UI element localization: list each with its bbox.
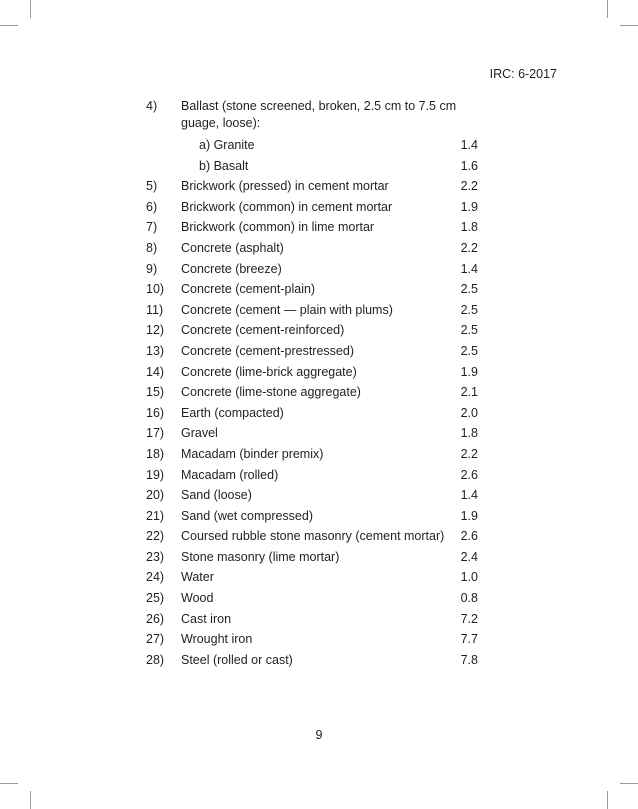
table-row — [146, 526, 478, 547]
material-name: b) Basalt — [199, 158, 249, 173]
row-number: 20) — [146, 488, 165, 503]
row-number: 14) — [146, 364, 165, 379]
unit-weight-value: 1.9 — [460, 508, 478, 523]
table-row — [146, 567, 478, 588]
unit-weight-value: 7.8 — [460, 652, 478, 667]
unit-weight-value: 2.5 — [460, 323, 478, 338]
table-rows — [146, 176, 478, 670]
material-name: Brickwork (pressed) in cement mortar — [181, 179, 389, 194]
crop-mark-top-left-h — [0, 25, 18, 26]
table-row — [146, 588, 478, 609]
row-number: 15) — [146, 385, 165, 400]
unit-weight-value: 2.0 — [460, 405, 478, 420]
crop-mark-top-right — [607, 0, 608, 18]
table-row — [146, 403, 478, 424]
unit-weight-value: 2.5 — [460, 302, 478, 317]
row-number: 27) — [146, 632, 165, 647]
document-code: IRC: 6-2017 — [489, 67, 557, 81]
row-number: 8) — [146, 240, 158, 255]
material-name: Stone masonry (lime mortar) — [181, 549, 340, 564]
table-row — [146, 547, 478, 568]
unit-weight-value: 2.6 — [460, 467, 478, 482]
unit-weight-value: 1.4 — [460, 138, 478, 152]
material-name: Concrete (cement-prestressed) — [181, 343, 354, 358]
table-row — [146, 176, 478, 197]
page-number: 9 — [315, 728, 323, 742]
material-name: Concrete (cement-plain) — [181, 282, 316, 297]
material-name: Wrought iron — [181, 632, 253, 647]
table-row — [146, 300, 478, 321]
unit-weight-value: 2.6 — [460, 529, 478, 544]
table-row — [146, 423, 478, 444]
table-row — [146, 197, 478, 218]
row-number: 24) — [146, 570, 165, 585]
unit-weight-value: 1.8 — [460, 220, 478, 235]
table-row — [146, 609, 478, 630]
unit-weight-value: 1.9 — [460, 364, 478, 379]
table-row — [146, 217, 478, 238]
row-number: 19) — [146, 467, 165, 482]
table-row — [146, 382, 478, 403]
table-row — [146, 629, 478, 650]
row-number: 17) — [146, 426, 165, 441]
row-number: 4) — [146, 99, 158, 113]
table-row — [146, 259, 478, 280]
material-name: Cast iron — [181, 611, 232, 626]
unit-weight-value: 2.5 — [460, 282, 478, 297]
unit-weight-value: 0.8 — [460, 591, 478, 606]
unit-weight-value: 1.8 — [460, 426, 478, 441]
unit-weight-value: 7.7 — [460, 632, 478, 647]
unit-weight-value: 2.4 — [460, 549, 478, 564]
table-row — [146, 650, 478, 671]
material-name: Concrete (breeze) — [181, 261, 282, 276]
row-number: 7) — [146, 220, 158, 235]
material-name: Sand (wet compressed) — [181, 508, 314, 523]
material-name: Brickwork (common) in lime mortar — [181, 220, 375, 235]
unit-weight-value: 2.5 — [460, 343, 478, 358]
table-row — [146, 279, 478, 300]
table-row — [146, 465, 478, 486]
unit-weight-value: 2.2 — [460, 240, 478, 255]
unit-weight-value: 2.2 — [460, 446, 478, 461]
crop-mark-bottom-left-h — [0, 783, 18, 784]
row-number: 28) — [146, 652, 165, 667]
material-name: a) Granite — [199, 138, 255, 152]
material-name: Earth (compacted) — [181, 405, 284, 420]
table-row — [146, 320, 478, 341]
row-number: 13) — [146, 343, 165, 358]
material-name: Steel (rolled or cast) — [181, 652, 293, 667]
table-row — [146, 156, 478, 177]
material-name: Wood — [181, 591, 214, 606]
unit-weight-value: 1.6 — [460, 158, 478, 173]
row-number: 23) — [146, 549, 165, 564]
crop-mark-bottom-left — [30, 791, 31, 809]
table-row — [146, 98, 478, 135]
unit-weight-table — [146, 98, 478, 670]
row-number: 6) — [146, 199, 158, 214]
material-name: Concrete (lime-brick aggregate) — [181, 364, 357, 379]
material-name: Water — [181, 570, 214, 585]
unit-weight-value: 1.4 — [460, 488, 478, 503]
crop-mark-top-left — [30, 0, 31, 18]
row-number: 5) — [146, 179, 158, 194]
crop-mark-bottom-right — [607, 791, 608, 809]
unit-weight-value: 1.4 — [460, 261, 478, 276]
row-number: 25) — [146, 591, 165, 606]
row-number: 26) — [146, 611, 165, 626]
material-name: Concrete (lime-stone aggregate) — [181, 385, 361, 400]
row-number: 10) — [146, 282, 165, 297]
table-row — [146, 506, 478, 527]
material-name: Concrete (cement — plain with plums) — [181, 302, 393, 317]
material-name: Macadam (binder premix) — [181, 446, 324, 461]
row-number: 22) — [146, 529, 165, 544]
material-name: Ballast (stone screened, broken, 2.5 cm to 7.5 cm guage, loose): — [181, 99, 457, 130]
crop-mark-bottom-right-h — [620, 783, 638, 784]
unit-weight-value: 7.2 — [460, 611, 478, 626]
unit-weight-value: 2.1 — [460, 385, 478, 400]
table-row — [146, 238, 478, 259]
row-number: 16) — [146, 405, 165, 420]
unit-weight-value: 1.0 — [460, 570, 478, 585]
material-name: Concrete (cement-reinforced) — [181, 323, 345, 338]
table-row — [146, 135, 478, 156]
table-row — [146, 485, 478, 506]
material-name: Sand (loose) — [181, 488, 252, 503]
row-number: 18) — [146, 446, 165, 461]
material-name: Coursed rubble stone masonry (cement mortar) — [181, 529, 445, 544]
table-row — [146, 444, 478, 465]
unit-weight-value: 1.9 — [460, 199, 478, 214]
table-row — [146, 341, 478, 362]
material-name: Brickwork (common) in cement mortar — [181, 199, 393, 214]
material-name: Concrete (asphalt) — [181, 240, 284, 255]
material-name: Gravel — [181, 426, 218, 441]
unit-weight-value: 2.2 — [460, 179, 478, 194]
crop-mark-top-right-h — [620, 25, 638, 26]
row-number: 12) — [146, 323, 165, 338]
row-number: 11) — [146, 302, 164, 317]
table-row — [146, 362, 478, 383]
material-name: Macadam (rolled) — [181, 467, 279, 482]
row-number: 21) — [146, 508, 165, 523]
row-number: 9) — [146, 261, 158, 276]
